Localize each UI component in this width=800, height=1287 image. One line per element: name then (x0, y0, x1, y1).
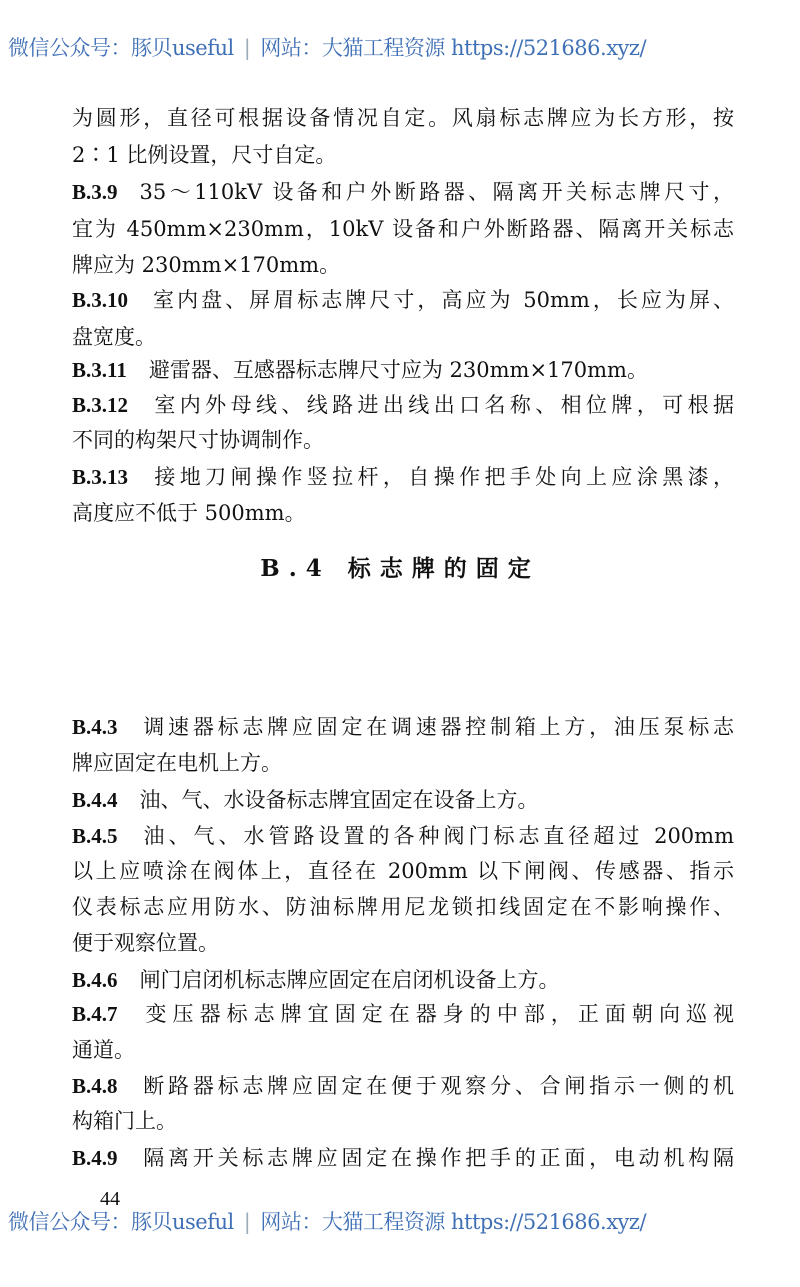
watermark-top (8, 32, 798, 62)
clause-number: B.4.7 (72, 1002, 118, 1026)
text-line (72, 999, 734, 1029)
clause-number: B.3.12 (72, 393, 129, 417)
watermark-left: 微信公众号：豚贝useful (8, 1210, 234, 1234)
text-line (72, 1071, 734, 1101)
clause-text: 油、气、水设备标志牌宜固定在设备上方。 (139, 788, 539, 812)
clause-number: B.4.5 (72, 824, 118, 848)
text-line (72, 103, 734, 133)
text-line (72, 928, 734, 958)
clause-number: B.3.10 (72, 288, 129, 312)
section-heading: B.4 标志牌的固定 (260, 555, 540, 582)
text-line (72, 462, 734, 492)
clause-text: 不同的构架尺寸协调制作。 (72, 428, 324, 452)
page-number: 44 (100, 1188, 120, 1210)
watermark-bottom (8, 1206, 798, 1236)
clause-text: 调速器标志牌应固定在调速器控制箱上方，油压泵标志 (139, 715, 734, 739)
clause-text: 接地刀闸操作竖拉杆，自操作把手处向上应涂黑漆， (150, 465, 734, 489)
text-line (72, 1106, 734, 1136)
text-line (72, 355, 734, 385)
clause-number: B.4.9 (72, 1146, 118, 1170)
clause-text: 牌应为 230mm×170mm。 (72, 253, 341, 277)
text-line (72, 856, 734, 886)
clause-text: 为圆形，直径可根据设备情况自定。风扇标志牌应为长方形，按 (72, 106, 734, 130)
clause-number: B.4.3 (72, 715, 118, 739)
clause-text: 断路器标志牌应固定在便于观察分、合闸指示一侧的机 (139, 1074, 734, 1098)
text-line (72, 322, 734, 352)
clause-text: 闸门启闭机标志牌应固定在启闭机设备上方。 (139, 968, 560, 992)
text-line (72, 498, 734, 528)
clause-text: 避雷器、互感器标志牌尺寸应为 230mm×170mm。 (148, 358, 648, 382)
text-line (72, 1143, 734, 1173)
clause-text: 变压器标志牌宜固定在器身的中部，正面朝向巡视 (139, 1002, 734, 1026)
clause-text: 便于观察位置。 (72, 931, 219, 955)
watermark-left: 微信公众号：豚贝useful (8, 36, 234, 60)
clause-text: 盘宽度。 (72, 325, 156, 349)
clause-text: 室内盘、屏眉标志牌尺寸，高应为 50mm，长应为屏、 (150, 288, 734, 312)
text-line (72, 390, 734, 420)
text-line (72, 285, 734, 315)
clause-number: B.3.9 (72, 180, 118, 204)
clause-text: 隔离开关标志牌应固定在操作把手的正面，电动机构隔 (139, 1146, 734, 1170)
clause-number: B.4.8 (72, 1074, 118, 1098)
watermark-sep: | (243, 36, 251, 60)
clause-number: B.4.4 (72, 788, 118, 812)
text-line (72, 1035, 734, 1065)
text-line (72, 785, 734, 815)
watermark-right: 网站：大猫工程资源 https://521686.xyz/ (260, 1210, 647, 1234)
text-line (72, 892, 734, 922)
clause-text: 油、气、水管路设置的各种阀门标志直径超过 200mm (139, 824, 734, 848)
text-line (72, 748, 734, 778)
text-line (72, 965, 734, 995)
clause-text: 室内外母线、线路进出线出口名称、相位牌，可根据 (150, 393, 734, 417)
text-line (72, 821, 734, 851)
clause-number: B.3.11 (72, 358, 127, 382)
text-line (72, 140, 734, 170)
clause-text: 35～110kV 设备和户外断路器、隔离开关标志牌尺寸， (139, 180, 734, 204)
clause-text: 2∶1 比例设置，尺寸自定。 (72, 143, 337, 167)
text-line (72, 250, 734, 280)
clause-text: 构箱门上。 (72, 1109, 177, 1133)
clause-text: 以上应喷涂在阀体上，直径在 200mm 以下闸阀、传感器、指示 (72, 859, 734, 883)
clause-text: 宜为 450mm×230mm，10kV 设备和户外断路器、隔离开关标志 (72, 217, 734, 241)
clause-number: B.3.13 (72, 465, 129, 489)
watermark-sep: | (243, 1210, 251, 1234)
text-line (72, 214, 734, 244)
text-line (72, 177, 734, 207)
clause-text: 通道。 (72, 1038, 135, 1062)
clause-text: 仪表标志应用防水、防油标牌用尼龙锁扣线固定在不影响操作、 (72, 895, 734, 919)
text-line (72, 425, 734, 455)
clause-text: 牌应固定在电机上方。 (72, 751, 282, 775)
clause-text: 高度应不低于 500mm。 (72, 501, 306, 525)
text-line (72, 712, 734, 742)
watermark-right: 网站：大猫工程资源 https://521686.xyz/ (260, 36, 647, 60)
clause-number: B.4.6 (72, 968, 118, 992)
